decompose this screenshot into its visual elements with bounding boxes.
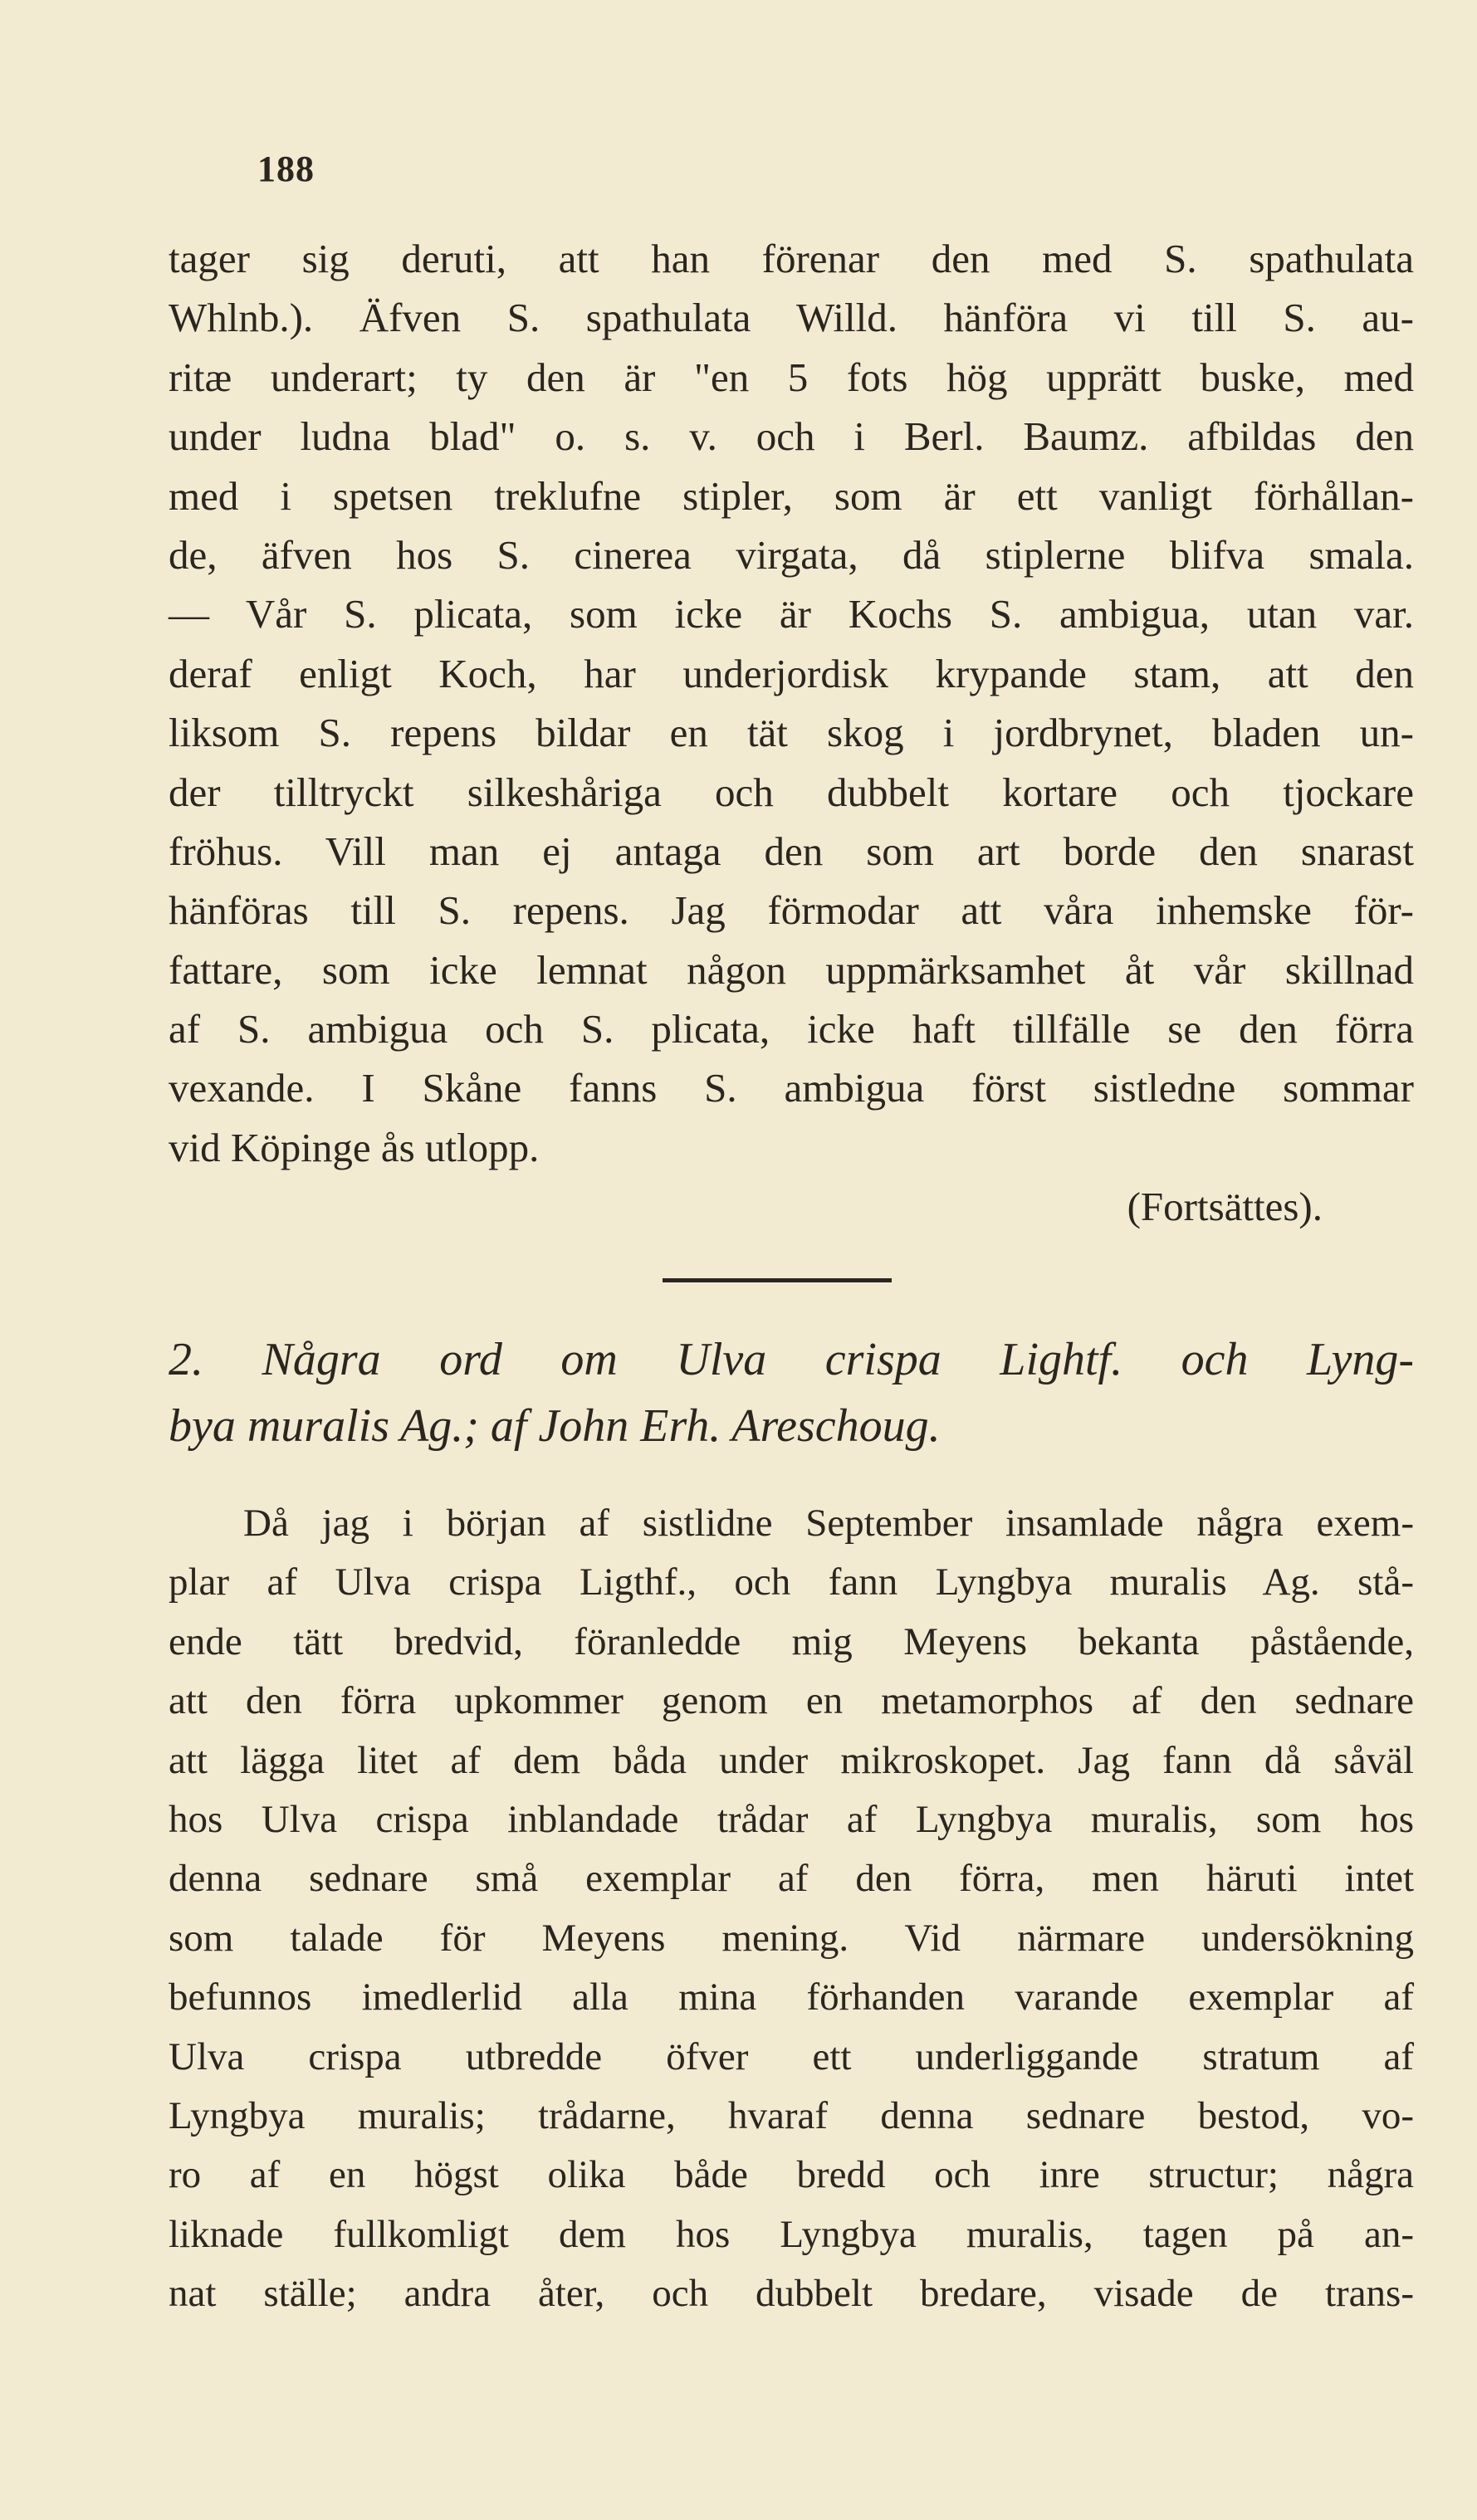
text-line: befunnos imedlerlid alla mina förhanden varande exemplar af — [169, 1975, 1414, 2019]
text-line: liksom S. repens bildar en tät skog i jordbrynet, bladen un- — [169, 710, 1414, 756]
section-divider — [663, 1278, 892, 1282]
section-title-line: bya muralis Ag.; af John Erh. Areschoug. — [169, 1400, 941, 1452]
text-line: liknade fullkomligt dem hos Lyngbya muralis, tagen på an- — [169, 2212, 1414, 2256]
text-line-first: Då jag i början af sistlidne September insamlade några exem- — [243, 1502, 1414, 1545]
section-title-line: 2. Några ord om Ulva crispa Lightf. och Lyng- — [169, 1334, 1414, 1385]
text-line: som talade för Meyens mening. Vid närmare undersökning — [169, 1916, 1414, 1960]
continued-label: (Fortsättes). — [1127, 1184, 1323, 1230]
text-line: hos Ulva crispa inblandade trådar af Lyngbya muralis, som hos — [169, 1797, 1414, 1841]
text-line: under ludna blad" o. s. v. och i Berl. Baumz. afbildas den — [169, 413, 1414, 460]
text-line: Ulva crispa utbredde öfver ett underliggande stratum af — [169, 2034, 1414, 2078]
paragraph-salix — [169, 229, 1414, 1237]
text-line: der tilltryckt silkeshåriga och dubbelt kortare och tjockare — [169, 769, 1414, 815]
paragraph-ulva — [169, 1494, 1414, 2323]
text-line: med i spetsen treklufne stipler, som är ett vanligt förhållan- — [169, 472, 1414, 519]
text-line: af S. ambigua och S. plicata, icke haft tillfälle se den förra — [169, 1006, 1414, 1052]
text-line: att den förra upkommer genom en metamorphos af den sednare — [169, 1679, 1414, 1723]
text-line: — Vår S. plicata, som icke är Kochs S. ambigua, utan var. — [169, 591, 1414, 637]
text-line: denna sednare små exemplar af den förra, men häruti intet — [169, 1857, 1414, 1901]
text-line: ende tätt bredvid, föranledde mig Meyens bekanta påstående, — [169, 1619, 1414, 1663]
text-line: fattare, som icke lemnat någon uppmärksamhet åt vår skillnad — [169, 946, 1414, 993]
text-line: de, äfven hos S. cinerea virgata, då stiplerne blifva smala. — [169, 531, 1414, 578]
text-line: Lyngbya muralis; trådarne, hvaraf denna sednare bestod, vo- — [169, 2093, 1414, 2137]
text-line: att lägga litet af dem båda under mikroskopet. Jag fann då såväl — [169, 1738, 1414, 1782]
text-line: tager sig deruti, att han förenar den med S. spathulata — [169, 236, 1414, 281]
text-line: ro af en högst olika både bredd och inre structur; några — [169, 2153, 1414, 2197]
text-line: ritæ underart; ty den är "en 5 fots hög upprätt buske, med — [169, 354, 1414, 400]
section-title — [169, 1326, 1414, 1459]
text-line: deraf enligt Koch, har underjordisk krypande stam, att den — [169, 650, 1414, 696]
text-line: vexande. I Skåne fanns S. ambigua först sistledne sommar — [169, 1065, 1414, 1111]
text-line-last: vid Köpinge ås utlopp. — [169, 1124, 540, 1170]
text-line: Whlnb.). Äfven S. spathulata Willd. hänföra vi till S. au- — [169, 295, 1414, 341]
text-line: fröhus. Vill man ej antaga den som art borde den snarast — [169, 828, 1414, 874]
text-line: plar af Ulva crispa Ligthf., och fann Lyngbya muralis Ag. stå- — [169, 1560, 1414, 1604]
text-line: nat ställe; andra åter, och dubbelt bredare, visade de trans- — [169, 2272, 1414, 2316]
text-line: hänföras till S. repens. Jag förmodar att våra inhemske för- — [169, 887, 1414, 934]
page-number: 188 — [257, 149, 315, 189]
